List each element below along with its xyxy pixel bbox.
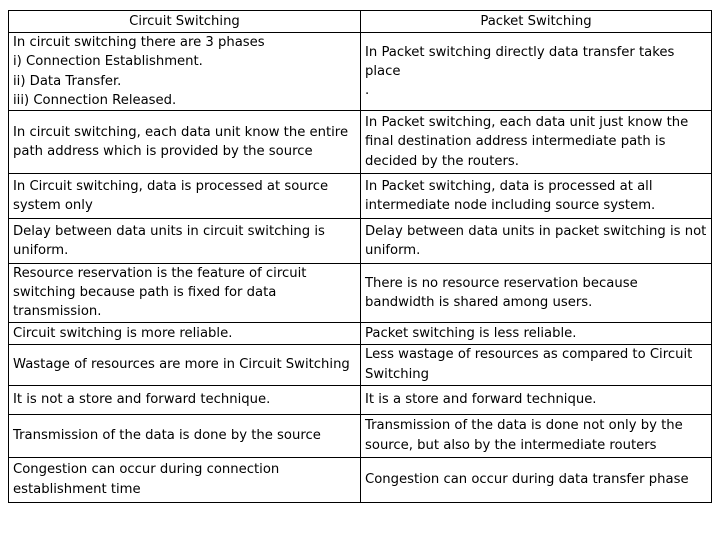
circuit-cell: Delay between data units in circuit switching is uniform.	[9, 219, 361, 264]
packet-cell: Less wastage of resources as compared to Circuit Switching	[361, 344, 712, 385]
table-row	[9, 344, 712, 385]
packet-cell: In Packet switching, each data unit just know the final destination address intermediate path is decided by the routers.	[361, 111, 712, 174]
packet-cell: It is a store and forward technique.	[361, 385, 712, 414]
table-row	[9, 219, 712, 264]
circuit-cell: Congestion can occur during connection establishment time	[9, 457, 361, 502]
packet-cell: Congestion can occur during data transfer phase	[361, 457, 712, 502]
circuit-cell: Transmission of the data is done by the source	[9, 414, 361, 457]
packet-cell: In Packet switching directly data transfer takes place .	[361, 33, 712, 111]
table-row	[9, 457, 712, 502]
packet-cell: In Packet switching, data is processed at all intermediate node including source system.	[361, 174, 712, 219]
packet-cell: Transmission of the data is done not only by the source, but also by the intermediate routers	[361, 414, 712, 457]
circuit-cell: Resource reservation is the feature of circuit switching because path is fixed for data transmission.	[9, 264, 361, 323]
table-row	[9, 33, 712, 111]
table-header-row	[9, 11, 712, 33]
packet-cell: Packet switching is less reliable.	[361, 322, 712, 344]
table-row	[9, 264, 712, 323]
table-row	[9, 414, 712, 457]
header-circuit-switching: Circuit Switching	[9, 11, 361, 33]
header-packet-switching: Packet Switching	[361, 11, 712, 33]
table-row	[9, 174, 712, 219]
circuit-cell: In circuit switching, each data unit know the entire path address which is provided by the source	[9, 111, 361, 174]
circuit-cell: It is not a store and forward technique.	[9, 385, 361, 414]
circuit-cell: In Circuit switching, data is processed at source system only	[9, 174, 361, 219]
circuit-cell: Wastage of resources are more in Circuit Switching	[9, 344, 361, 385]
table-row	[9, 322, 712, 344]
packet-cell: There is no resource reservation because bandwidth is shared among users.	[361, 264, 712, 323]
circuit-cell: In circuit switching there are 3 phases i) Connection Establishment. ii) Data Transfer. iii) Connection Released.	[9, 33, 361, 111]
circuit-cell: Circuit switching is more reliable.	[9, 322, 361, 344]
comparison-table	[8, 10, 712, 503]
table-row	[9, 385, 712, 414]
packet-cell: Delay between data units in packet switching is not uniform.	[361, 219, 712, 264]
table-row	[9, 111, 712, 174]
